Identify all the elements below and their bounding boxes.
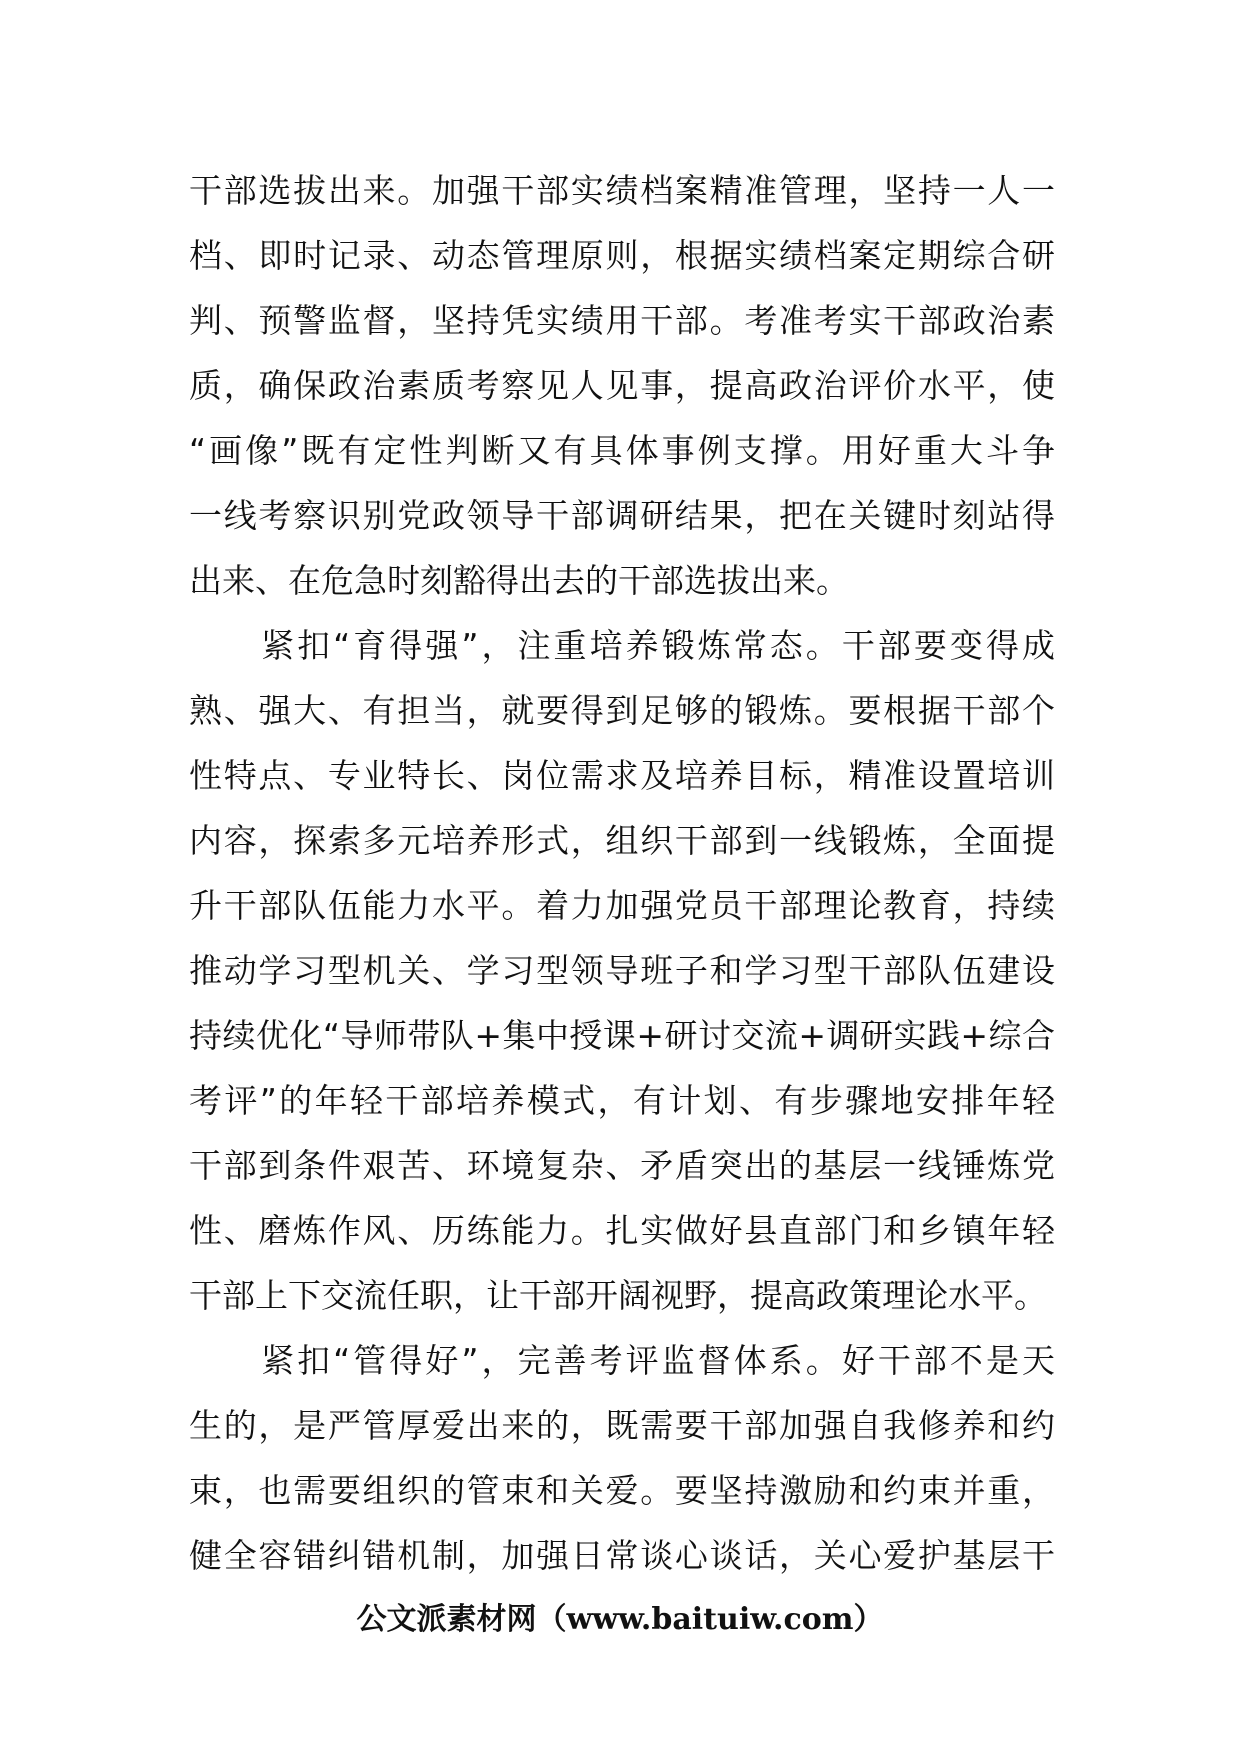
text-line: 性特点、专业特长、岗位需求及培养目标，精准设置培训	[189, 756, 1055, 795]
text-line: 质，确保政治素质考察见人见事，提高政治评价水平，使	[189, 366, 1055, 405]
footer-source: 公文派素材网（www.baituiw.com）	[356, 1602, 884, 1637]
text-line: “画像”既有定性判断又有具体事例支撑。用好重大斗争	[189, 431, 1055, 470]
text-line: 升干部队伍能力水平。着力加强党员干部理论教育，持续	[189, 886, 1055, 925]
text-line: 内容，探索多元培养形式，组织干部到一线锻炼，全面提	[189, 821, 1055, 860]
text-line: 干部到条件艰苦、环境复杂、矛盾突出的基层一线锤炼党	[189, 1146, 1055, 1185]
text-line: 出来、在危急时刻豁得出去的干部选拔出来。	[189, 561, 849, 600]
text-line: 束，也需要组织的管束和关爱。要坚持激励和约束并重，	[189, 1471, 1055, 1510]
body-text	[189, 158, 1055, 1588]
text-line: 健全容错纠错机制，加强日常谈心谈话，关心爱护基层干	[189, 1536, 1055, 1575]
text-line: 熟、强大、有担当，就要得到足够的锻炼。要根据干部个	[189, 691, 1055, 730]
text-line: 生的，是严管厚爱出来的，既需要干部加强自我修养和约	[189, 1406, 1055, 1445]
text-line: 紧扣“育得强”，注重培养锻炼常态。干部要变得成	[189, 626, 1055, 665]
text-line: 一线考察识别党政领导干部调研结果，把在关键时刻站得	[189, 496, 1055, 535]
text-line: 紧扣“管得好”，完善考评监督体系。好干部不是天	[189, 1341, 1055, 1380]
text-line: 推动学习型机关、学习型领导班子和学习型干部队伍建设	[189, 951, 1055, 990]
text-line: 判、预警监督，坚持凭实绩用干部。考准考实干部政治素	[189, 301, 1055, 340]
text-line: 性、磨炼作风、历练能力。扎实做好县直部门和乡镇年轻	[189, 1211, 1055, 1250]
text-line: 档、即时记录、动态管理原则，根据实绩档案定期综合研	[189, 236, 1055, 275]
text-line: 干部选拔出来。加强干部实绩档案精准管理，坚持一人一	[189, 171, 1055, 210]
text-line: 干部上下交流任职，让干部开阔视野，提高政策理论水平。	[189, 1276, 1047, 1315]
text-line: 持续优化“导师带队+集中授课+研讨交流+调研实践+综合	[189, 1016, 1055, 1055]
text-line: 考评”的年轻干部培养模式，有计划、有步骤地安排年轻	[189, 1081, 1055, 1120]
